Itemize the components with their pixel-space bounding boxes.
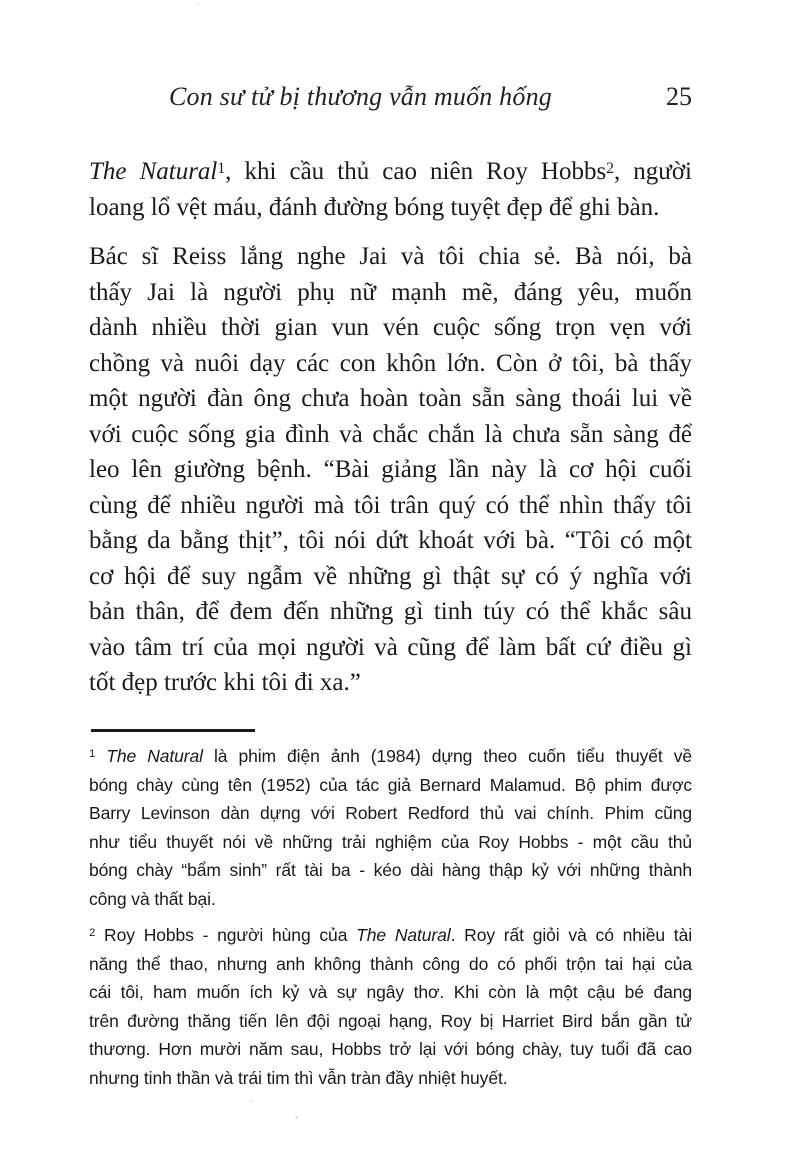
footnote-line: thương. Hơn mười năm sau, Hobbs trở lại với bóng chày, tuy tuổi đã cao [89,1039,692,1059]
text-line: dành nhiều thời gian vun vén cuộc sống trọn vẹn với [89,314,692,341]
footnote-line: năng thể thao, nhưng anh không thành công do có phối trộn tai hại của [89,953,692,974]
footnote-1 [89,742,692,913]
footnote-line: bóng chày cùng tên (1952) của tác giả Bernard Malamud. Bộ phim được [89,774,692,795]
text-line: chồng và nuôi dạy các con khôn lớn. Còn ở tôi, bà thấy [89,349,692,377]
scan-speck [250,1100,252,1103]
text-line: The Natural$^1$, khi cầu thủ cao niên Roy Hobbs$^2$, người [89,158,692,185]
footnote-line: cái tôi, ham muốn ích kỷ và sự ngây thơ. Khi còn là một cậu bé đang [89,982,692,1002]
footnote-line: công và thất bại. [89,888,216,909]
text-line: cùng để nhiều người mà tôi trân quý có thể nhìn thấy tôi [89,491,692,519]
text-line: bản thân, để đem đến những gì tinh túy có thể khắc sâu [89,598,692,625]
footnotes [89,742,692,1092]
text-line: Bác sĩ Reiss lắng nghe Jai và tôi chia sẻ. Bà nói, bà [89,243,692,270]
body-paragraph-1 [89,154,692,225]
page-header [89,82,692,114]
footnote-line: $^1$ The Natural là phim điện ảnh (1984) dựng theo cuốn tiểu thuyết về [89,746,692,766]
body-text [89,154,692,701]
footnote-line: $^2$ Roy Hobbs - người hùng của The Natural. Roy rất giỏi và có nhiều tài [89,925,692,945]
text-line: vào tâm trí của mọi người và cũng để làm bất cứ điều gì [89,633,692,661]
footnote-2 [89,921,692,1092]
text-line: bằng da bằng thịt”, tôi nói dứt khoát với bà. “Tôi có một [89,527,692,554]
body-paragraph-2 [89,239,692,701]
footnote-line: bóng chày “bẩm sinh” rất tài ba - kéo dài hàng thập kỷ với những thành [89,860,692,880]
scan-speck [196,2,199,5]
text-line: với cuộc sống gia đình và chắc chắn là chưa sẵn sàng để [89,420,692,448]
text-line: leo lên giường bệnh. “Bài giảng lần này là cơ hội cuối [89,456,692,483]
running-title: Con sư tử bị thương vẫn muốn hống [169,82,552,111]
text-line: một người đàn ông chưa hoàn toàn sẵn sàng thoái lui về [89,385,692,412]
footnote-line: nhưng tinh thần và trái tim thì vẫn tràn đầy nhiệt huyết. [89,1067,508,1088]
scan-speck [295,1116,298,1119]
footnote-line: Barry Levinson dàn dựng với Robert Redford thủ vai chính. Phim cũng [89,803,692,823]
footnote-divider [91,729,255,732]
text-line: loang lổ vệt máu, đánh đường bóng tuyệt đẹp để ghi bàn. [89,193,660,221]
text-line: cơ hội để suy ngẫm về những gì thật sự có ý nghĩa với [89,562,692,590]
page-number: 25 [666,82,692,111]
footnote-line: như tiểu thuyết nói về những trải nghiệm của Roy Hobbs - một cầu thủ [89,831,692,852]
footnote-line: trên đường thăng tiến lên đội ngoại hạng, Roy bị Harriet Bird bắn gần tử [89,1010,692,1031]
text-line: tốt đẹp trước khi tôi đi xa.” [89,669,361,696]
text-line: thấy Jai là người phụ nữ mạnh mẽ, đáng yêu, muốn [89,278,692,306]
